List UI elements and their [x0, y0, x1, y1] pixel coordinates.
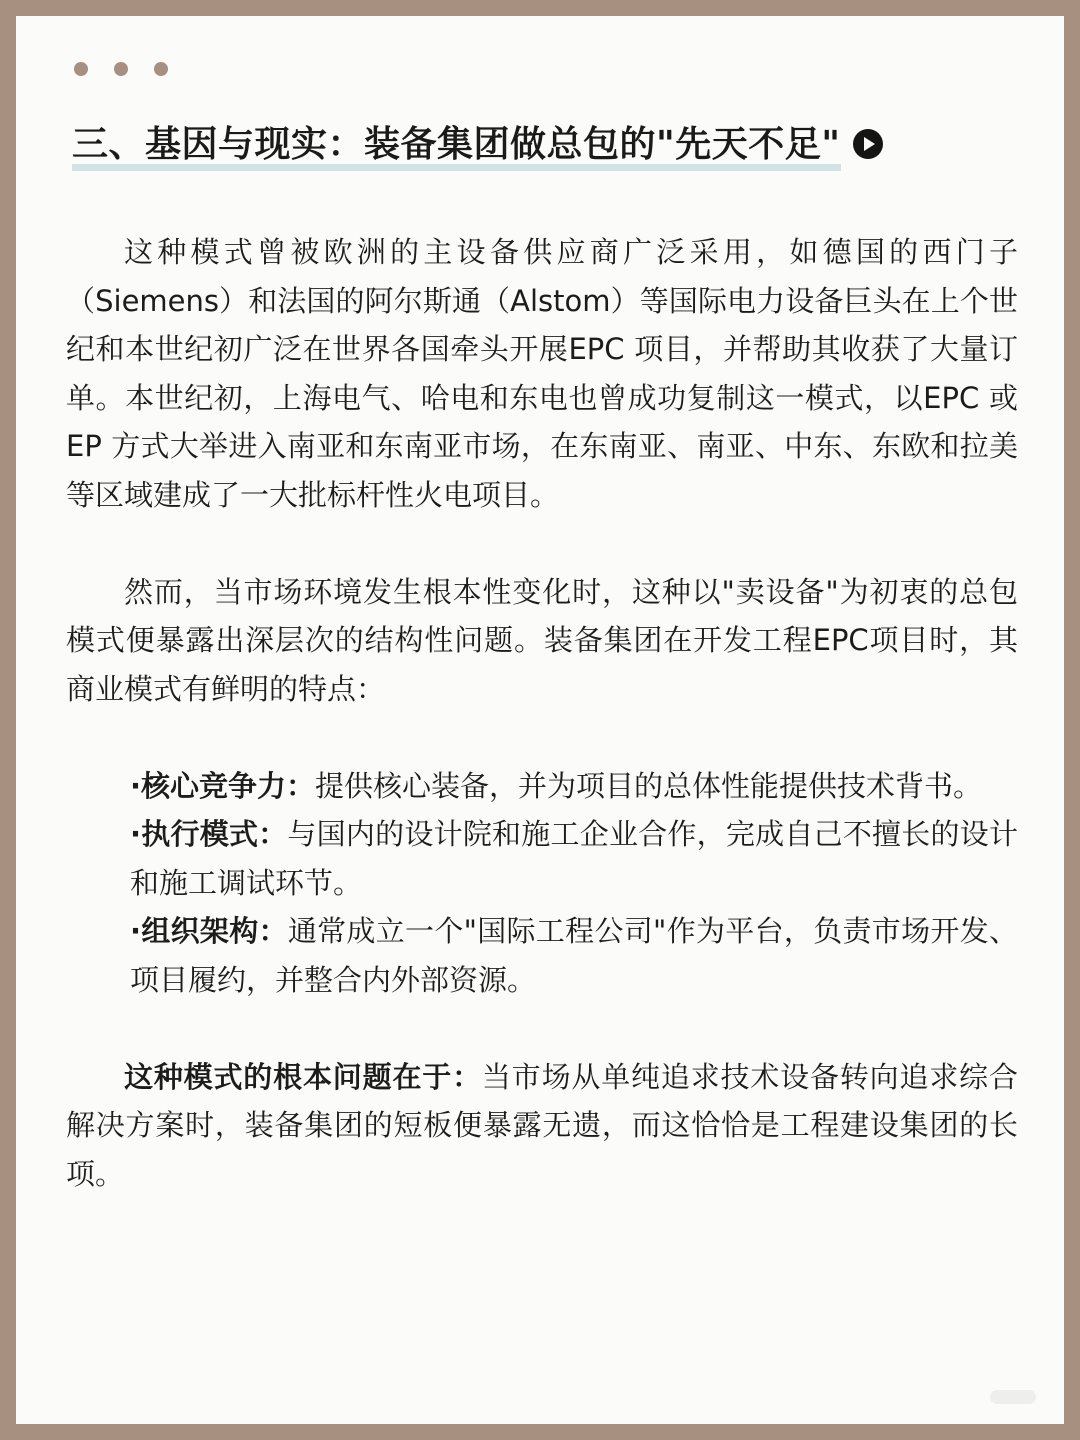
list-item [66, 762, 1018, 811]
paragraph-history: 这种模式曾被欧洲的主设备供应商广泛采用，如德国的西门子（Siemens）和法国的阿尔斯通（Alstom）等国际电力设备巨头在上个世纪和本世纪初广泛在世界各国牵头开展EPC 项目，并帮助其收获了大量订单。本世纪初，上海电气、哈电和东电也曾成功复制这一模式，以EPC 或 EP 方式大举进入南亚和东南亚市场，在东南亚、南亚、中东、东欧和拉美等区域建成了一大批标杆性火电项目。 [66, 235, 1018, 512]
list-item [66, 907, 1018, 1004]
dot-icon [114, 62, 128, 76]
decorative-dots [74, 62, 168, 76]
list-item-text: 提供核心装备，并为项目的总体性能提供技术背书。 [315, 768, 983, 803]
article-body [66, 228, 1018, 1198]
section-title: 三、基因与现实：装备集团做总包的"先天不足" [72, 116, 841, 171]
conclusion-label: 这种模式的根本问题在于： [124, 1059, 482, 1094]
list-item [66, 810, 1018, 907]
dot-icon [154, 62, 168, 76]
page-card [16, 16, 1064, 1424]
conclusion-text: 当市场从单纯追求技术设备转向追求综合解决方案时，装备集团的短板便暴露无遗，而这恰恰是工程建设集团的长项。 [66, 1059, 1018, 1191]
paragraph-problem: 然而，当市场环境发生根本性变化时，这种以"卖设备"为初衷的总包模式便暴露出深层次的结构性问题。装备集团在开发工程EPC项目时，其商业模式有鲜明的特点： [66, 574, 1018, 706]
dot-icon [74, 62, 88, 76]
play-arrow-icon [853, 129, 883, 159]
list-item-label: ·执行模式： [130, 817, 288, 851]
feature-list [66, 762, 1018, 1005]
paragraph-conclusion [66, 1053, 1018, 1199]
list-item-text: 通常成立一个"国际工程公司"作为平台，负责市场开发、项目履约，并整合内外部资源。 [130, 914, 1018, 997]
list-item-label: ·核心竞争力： [130, 768, 316, 803]
section-header [72, 116, 883, 171]
watermark [990, 1390, 1036, 1404]
list-item-label: ·组织架构： [130, 914, 288, 948]
list-item-text: 与国内的设计院和施工企业合作，完成自己不擅长的设计和施工调试环节。 [130, 817, 1018, 900]
